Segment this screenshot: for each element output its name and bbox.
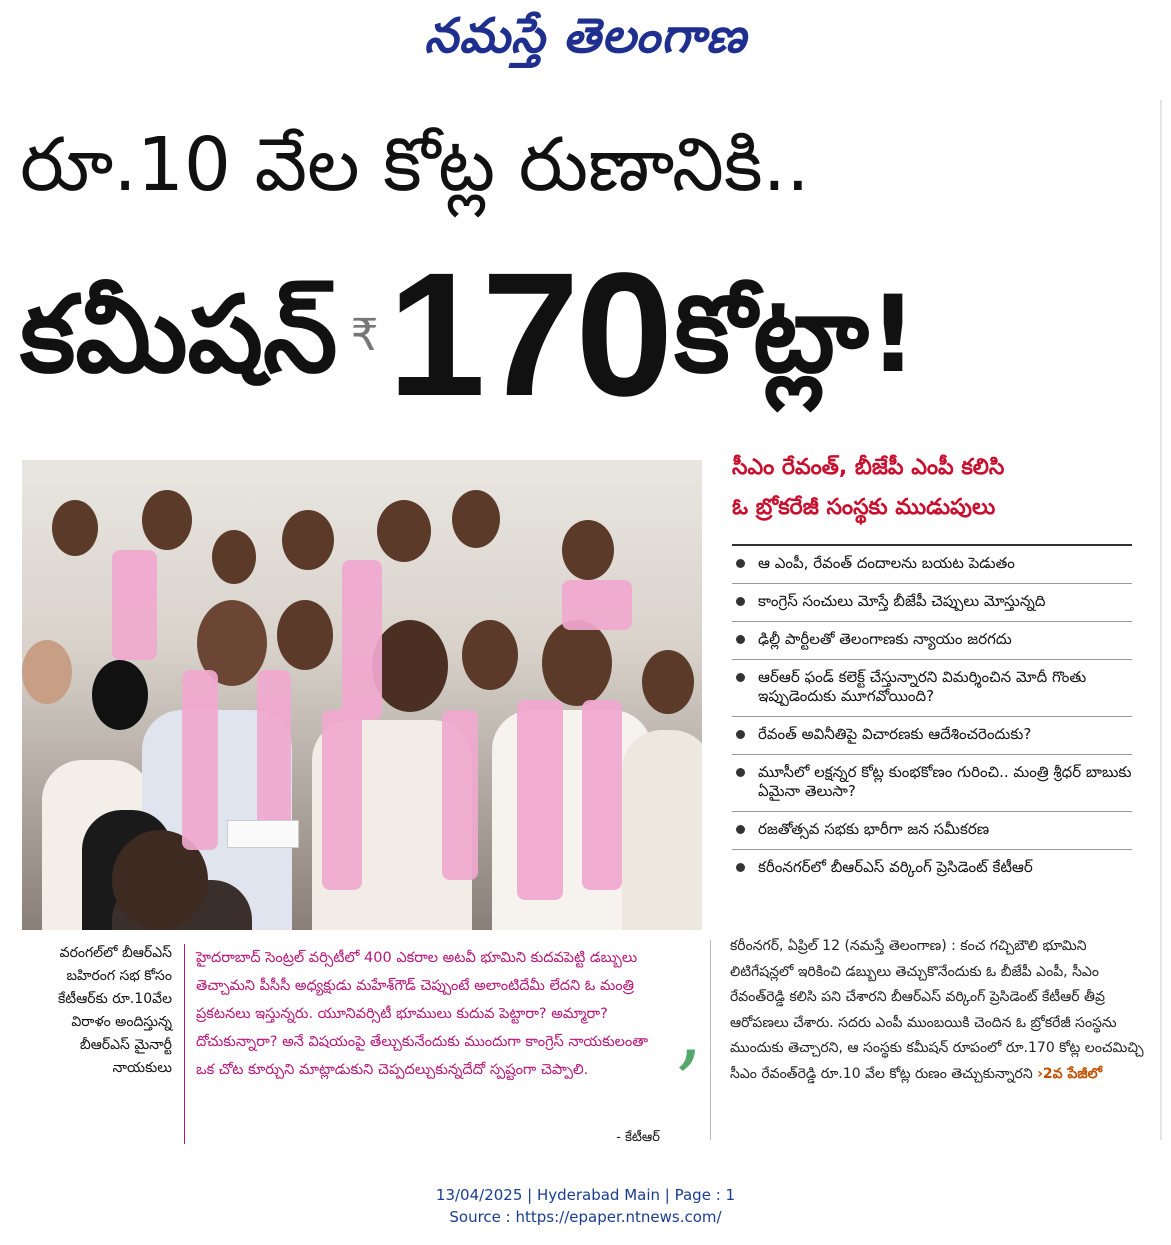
footer-edition-info: 13/04/2025 | Hyderabad Main | Page : 1 (435, 1186, 736, 1204)
bullet-icon (736, 673, 745, 682)
subheadline-line-2: ఓ బ్రోకరేజీ సంస్థకు ముడుపులు (732, 495, 996, 520)
highlight-item: ఆ ఎంపీ, రేవంత్ దందాలను బయట పెడుతం (732, 544, 1132, 583)
subheadline (732, 448, 1152, 528)
headline-line-2 (20, 237, 1170, 440)
footer-source-link[interactable]: Source : https://epaper.ntnews.com/ (449, 1208, 722, 1226)
bullet-icon (736, 559, 745, 568)
bullet-icon (736, 768, 745, 777)
subheadline-line-1: సీఎం రేవంత్, బీజేపీ ఎంపీ కలిసి (732, 455, 1005, 480)
bullet-icon (736, 825, 745, 834)
photo-caption: వరంగల్‌లో బీఆర్ఎస్ బహిరంగ సభ కోసం కేటీఆర్‌కు రూ.10వేల విరాళం అందిస్తున్న బీఆర్ఎస్ మైనార్టీ నాయకులు (58, 945, 172, 1076)
bullet-icon (736, 635, 745, 644)
bullet-icon (736, 597, 745, 606)
highlight-item: రజతోత్సవ సభకు భారీగా జన సమీకరణ (732, 811, 1132, 849)
newspaper-masthead: నమస్తే తెలంగాణ (424, 8, 747, 64)
highlight-item: కాంగ్రెస్ సంచులు మోస్తే బీజేపీ చెప్పులు మోస్తున్నది (732, 583, 1132, 621)
quotation-mark-icon: , (676, 980, 704, 1080)
ktr-quote-text: హైదరాబాద్ సెంట్రల్ వర్సిటీలో 400 ఎకరాల అటవీ భూమిని కుదవపెట్టి డబ్బులు తెచ్చామని పీసీసీ అధ్యక్షుడు మహేశ్‌గౌడ్ చెప్పుంటే అలాంటిదేమీ లేదని ఓ మంత్రి ప్రకటనలు ఇస్తున్నరు. యూనివర్సిటీ భూములు కుదువ పెట్టారా? అమ్మారా? దోచుకున్నారా? అనే విషయంపై తేల్చుకునేందుకు ముందుగా కాంగ్రెస్ నాయకులంతా ఒక చోట కూర్చుని మాట్లాడుకుని చెప్పదల్చుకున్నదేదో స్పష్టంగా చెప్పాలి. (196, 950, 649, 1078)
headline-amount: 170 (387, 237, 670, 433)
highlight-item: కరీంనగర్‌లో బీఆర్ఎస్ వర్కింగ్ ప్రెసిడెంట్ కేటీఆర్ (732, 849, 1132, 887)
news-photo-group (22, 460, 702, 930)
bullet-icon (736, 730, 745, 739)
headline-crores-word: కోట్లా! (674, 273, 918, 396)
bullet-icon (736, 863, 745, 872)
rupee-symbol: ₹ (350, 309, 379, 361)
headline-commission-word: కమీషన్ (20, 273, 338, 396)
quote-box-rule (184, 944, 185, 1144)
highlight-item: రేవంత్ అవినీతిపై విచారణకు ఆదేశించరెందుకు? (732, 716, 1132, 754)
article-body (730, 934, 1150, 1088)
quote-author: - కేటీఆర్ (616, 1130, 660, 1145)
highlights-list (732, 544, 1132, 887)
continued-on-page-link[interactable]: ›2వ పేజీలో (1037, 1065, 1103, 1082)
highlight-item: ఢిల్లీ పార్టీలతో తెలంగాణకు న్యాయం జరగదు (732, 621, 1132, 659)
highlight-item: మూసీలో లక్షన్నర కోట్ల కుంభకోణం గురించి.. మంత్రి శ్రీధర్ బాబుకు ఏమైనా తెలుసా? (732, 754, 1132, 811)
cheque-paper (227, 820, 299, 848)
highlight-item: ఆర్ఆర్ ఫండ్ కలెక్ట్ చేస్తున్నారని విమర్శించిన మోదీ గొంతు ఇప్పుడెందుకు మూగవోయింది? (732, 659, 1132, 716)
article-text: కరీంనగర్, ఏప్రిల్ 12 (నమస్తే తెలంగాణ) : కంచ గచ్చిబౌలి భూమిని లిటిగేషన్లలో ఇరికించి డబ్బులు తెచ్చుకొనేందుకు ఓ బీజేపీ ఎంపీ, సీఎం రేవంత్‌రెడ్డి కలిసి పని చేశారని బీఆర్ఎస్ వర్కింగ్ ప్రెసిడెంట్ కేటీఆర్ తీవ్ర ఆరోపణలు చేశారు. సదరు ఎంపీ ముంబయికి చెందిన ఓ బ్రోకరేజీ సంస్థను ముందుకు తెచ్చారని, ఆ సంస్థకు కమీషన్ రూపంలో రూ.170 కోట్ల లంచమిచ్చి సీఎం రేవంత్‌రెడ్డి రూ.10 వేల కోట్ల రుణం తెచ్చుకున్నారని (730, 938, 1144, 1082)
page-footer (0, 1184, 1171, 1228)
headline-line-1: రూ.10 వేల కోట్ల రుణానికి.. (20, 122, 810, 208)
column-divider (710, 940, 711, 1140)
